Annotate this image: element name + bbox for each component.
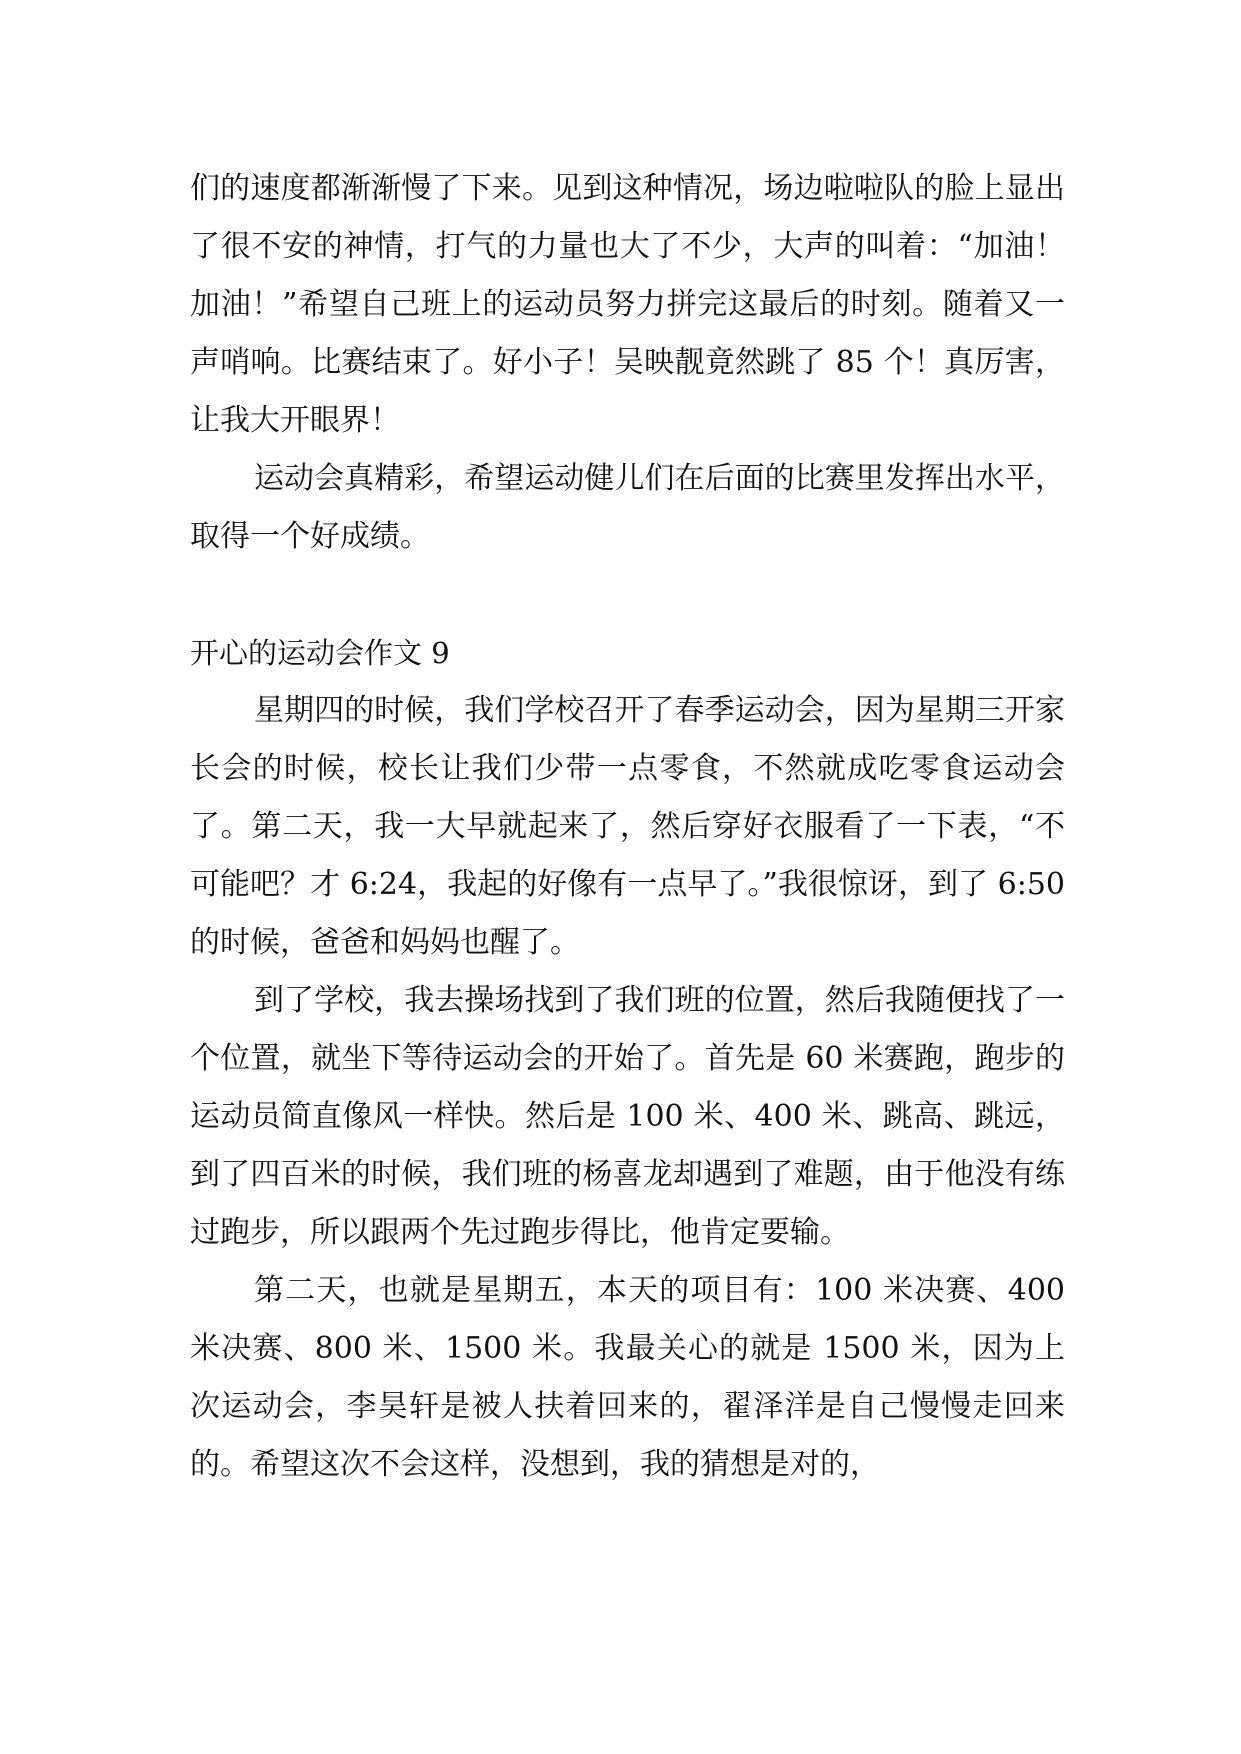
document-page xyxy=(190,160,1065,1494)
body-paragraph-3: 第二天，也就是星期五，本天的项目有：100 米决赛、400 米决赛、800 米、1500 米。我最关心的就是 1500 米，因为上次运动会，李昊轩是被人扶着回来的，翟泽洋是自己慢慢走回来的。希望这次不会这样，没想到，我的猜想是对的， xyxy=(190,1273,1065,1482)
section-title: 开心的运动会作文 9 xyxy=(190,636,450,670)
body-paragraph-2: 到了学校，我去操场找到了我们班的位置，然后我随便找了一个位置，就坐下等待运动会的开始了。首先是 60 米赛跑，跑步的运动员简直像风一样快。然后是 100 米、400 米、跳高、跳远，到了四百米的时候，我们班的杨喜龙却遇到了难题，由于他没有练过跑步，所以跟两个先过跑步得比，他肯定要输。 xyxy=(190,983,1065,1250)
continued-paragraph: 们的速度都渐渐慢了下来。见到这种情况，场边啦啦队的脸上显出了很不安的神情，打气的力量也大了不少，大声的叫着：“加油！加油！”希望自己班上的运动员努力拼完这最后的时刻。随着又一声哨响。比赛结束了。好小子！吴映靓竟然跳了 85 个！真厉害，让我大开眼界！ xyxy=(190,171,1065,438)
body-paragraph-1: 星期四的时候，我们学校召开了春季运动会，因为星期三开家长会的时候，校长让我们少带一点零食，不然就成吃零食运动会了。第二天，我一大早就起来了，然后穿好衣服看了一下表，“不可能吧？才 6:24，我起的好像有一点早了。”我很惊讶，到了 6:50 的时候，爸爸和妈妈也醒了。 xyxy=(190,693,1065,960)
closing-paragraph: 运动会真精彩，希望运动健儿们在后面的比赛里发挥出水平，取得一个好成绩。 xyxy=(190,461,1065,554)
section-gap xyxy=(190,566,1065,624)
